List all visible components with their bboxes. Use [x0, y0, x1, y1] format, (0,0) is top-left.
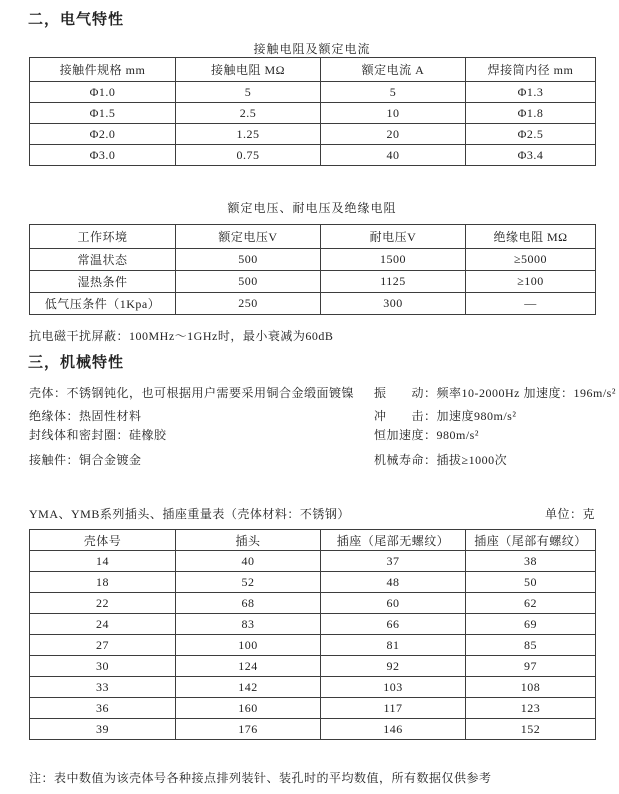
table-cell: 103	[321, 677, 466, 698]
table-cell: 60	[321, 593, 466, 614]
table-cell: 48	[321, 572, 466, 593]
table-cell: 5	[176, 82, 321, 103]
table-cell: 500	[176, 249, 321, 271]
header-cell: 接触件规格 mm	[30, 58, 176, 82]
header-cell: 耐电压V	[321, 225, 466, 249]
header-cell: 额定电流 A	[321, 58, 466, 82]
spec-line: 恒加速度：980m/s²	[374, 428, 479, 442]
section-title-mechanical: 三，机械特性	[28, 354, 125, 371]
table-row	[30, 635, 596, 656]
footnote: 注：表中数值为该壳体号各种接点排列装针、装孔时的平均数值，所有数据仅供参考	[29, 771, 492, 785]
header-cell: 壳体号	[30, 530, 176, 551]
table-cell: 81	[321, 635, 466, 656]
table-row	[30, 293, 596, 315]
table-row	[30, 593, 596, 614]
emc-shielding-note: 抗电磁干扰屏蔽：100MHz～1GHz时，最小衰减为60dB	[29, 329, 334, 343]
table-cell: Φ2.5	[466, 124, 596, 145]
table-cell: 5	[321, 82, 466, 103]
table-cell: 36	[30, 698, 176, 719]
table-cell: 10	[321, 103, 466, 124]
table-row	[30, 124, 596, 145]
table-row	[30, 249, 596, 271]
table-cell: 30	[30, 656, 176, 677]
table-cell: Φ2.0	[30, 124, 176, 145]
table-cell: 湿热条件	[30, 271, 176, 293]
table-cell: 22	[30, 593, 176, 614]
table-cell: Φ1.8	[466, 103, 596, 124]
table-row	[30, 698, 596, 719]
table-cell: 97	[466, 656, 596, 677]
header-row	[30, 58, 596, 82]
table-cell: 108	[466, 677, 596, 698]
table-row	[30, 719, 596, 740]
table-cell: Φ3.4	[466, 145, 596, 166]
table-cell: 66	[321, 614, 466, 635]
table-cell: 2.5	[176, 103, 321, 124]
table-cell: 39	[30, 719, 176, 740]
table-cell: 85	[466, 635, 596, 656]
table-row	[30, 82, 596, 103]
contact-resistance-table	[29, 57, 596, 166]
table-row	[30, 614, 596, 635]
table-cell: 50	[466, 572, 596, 593]
spec-line: 冲 击：加速度980m/s²	[374, 409, 517, 423]
table-cell: 1.25	[176, 124, 321, 145]
voltage-insulation-table	[29, 224, 596, 315]
spec-line: 接触件：铜合金镀金	[29, 453, 142, 467]
table-cell: Φ3.0	[30, 145, 176, 166]
mechanical-specs-right	[374, 384, 616, 468]
header-row	[30, 225, 596, 249]
weight-table-unit-label: 单位：克	[544, 507, 595, 521]
header-cell: 插座（尾部有螺纹）	[466, 530, 596, 551]
header-cell: 插头	[176, 530, 321, 551]
table-cell: 1125	[321, 271, 466, 293]
table-cell: 常温状态	[30, 249, 176, 271]
table-cell: ≥5000	[466, 249, 596, 271]
table-row	[30, 572, 596, 593]
table-cell: 40	[176, 551, 321, 572]
spec-line: 机械寿命：插拔≥1000次	[374, 453, 508, 467]
table-cell: Φ1.0	[30, 82, 176, 103]
weight-table	[29, 529, 596, 740]
table-row	[30, 271, 596, 293]
header-cell: 焊接筒内径 mm	[466, 58, 596, 82]
table1-caption: 接触电阻及额定电流	[253, 42, 371, 56]
table-row	[30, 677, 596, 698]
table-cell: 176	[176, 719, 321, 740]
header-cell: 接触电阻 MΩ	[176, 58, 321, 82]
table-cell: 68	[176, 593, 321, 614]
table-cell: 62	[466, 593, 596, 614]
table-cell: 18	[30, 572, 176, 593]
table-cell: 300	[321, 293, 466, 315]
spec-line: 振 动：频率10-2000Hz 加速度：196m/s²	[374, 386, 616, 400]
table-cell: 低气压条件（1Kpa）	[30, 293, 176, 315]
table-cell: 142	[176, 677, 321, 698]
table-cell: 123	[466, 698, 596, 719]
table-row	[30, 145, 596, 166]
table-cell: 40	[321, 145, 466, 166]
table2-caption: 额定电压、耐电压及绝缘电阻	[227, 201, 397, 215]
table-cell: 52	[176, 572, 321, 593]
table-cell: 250	[176, 293, 321, 315]
table-row	[30, 551, 596, 572]
table-row	[30, 656, 596, 677]
table-cell: 1500	[321, 249, 466, 271]
table-row	[30, 103, 596, 124]
table-cell: 100	[176, 635, 321, 656]
table-cell: ≥100	[466, 271, 596, 293]
table-cell: 83	[176, 614, 321, 635]
header-cell: 额定电压V	[176, 225, 321, 249]
table-cell: 37	[321, 551, 466, 572]
table-cell: 14	[30, 551, 176, 572]
table-cell: 27	[30, 635, 176, 656]
table-cell: 38	[466, 551, 596, 572]
table-cell: Φ1.3	[466, 82, 596, 103]
table-cell: 24	[30, 614, 176, 635]
table-cell: 146	[321, 719, 466, 740]
header-cell: 插座（尾部无螺纹）	[321, 530, 466, 551]
weight-table-caption: YMA、YMB系列插头、插座重量表（壳体材料：不锈钢）	[29, 507, 350, 521]
table-cell: 500	[176, 271, 321, 293]
mechanical-specs-left	[29, 384, 354, 468]
table-cell: 0.75	[176, 145, 321, 166]
table-cell: Φ1.5	[30, 103, 176, 124]
spec-line: 封线体和密封圈：硅橡胶	[29, 428, 167, 442]
table-cell: 33	[30, 677, 176, 698]
spec-line: 壳体：不锈钢钝化，也可根据用户需要采用铜合金缎面镀镍	[29, 386, 355, 400]
table-cell: 152	[466, 719, 596, 740]
table-cell: 124	[176, 656, 321, 677]
table-cell: 69	[466, 614, 596, 635]
table-cell: 160	[176, 698, 321, 719]
table-cell: 117	[321, 698, 466, 719]
table-cell: —	[466, 293, 596, 315]
header-row	[30, 530, 596, 551]
header-cell: 工作环境	[30, 225, 176, 249]
table-cell: 20	[321, 124, 466, 145]
table-cell: 92	[321, 656, 466, 677]
spec-line: 绝缘体：热固性材料	[29, 409, 142, 423]
section-title-electrical: 二，电气特性	[28, 11, 125, 28]
header-cell: 绝缘电阻 MΩ	[466, 225, 596, 249]
